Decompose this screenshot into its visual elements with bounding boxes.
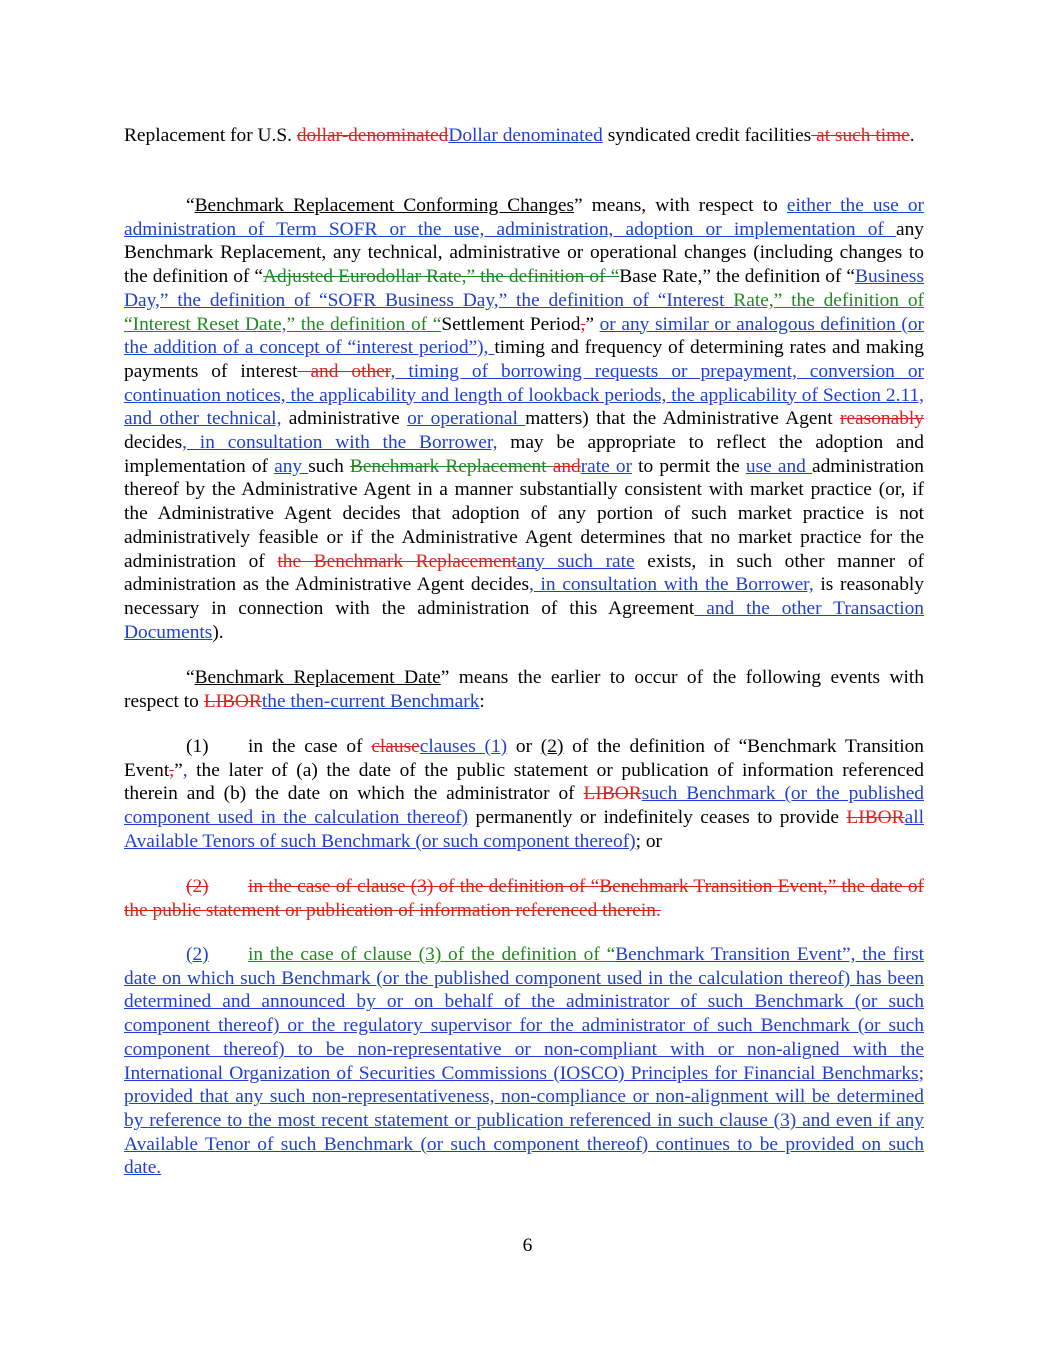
- deleted-text: LIBOR: [846, 807, 905, 829]
- text-run: administration thereof by the Administrative Agent in a manner substantially consistent with market practice (or, if the Administrative Agent decides that adoption of any portion of such market practice is not administratively feasible or if the Administrative Agent determines that no market practice for the administration of: [124, 455, 924, 572]
- inserted-text: or operational: [407, 408, 526, 430]
- inserted-text: , in consultation with the Borrower,: [182, 432, 498, 454]
- text-run: may be appropriate to reflect the adoption and implementation of: [124, 432, 924, 477]
- inserted-text: the then-current Benchmark: [261, 690, 480, 712]
- defined-term: Benchmark Replacement Date: [194, 667, 441, 688]
- inserted-text: either the use or administration of Term SOFR or the use, administration, adoption or implementation of: [124, 195, 924, 240]
- inserted-text: Dollar denominated: [448, 125, 603, 146]
- text-run: to permit the: [632, 455, 746, 477]
- deleted-text: LIBOR: [583, 783, 642, 805]
- inserted-text: Business Day,” the definition of “SOFR Business Day,” the definition of “Interest: [124, 266, 925, 311]
- inserted-text: rate or: [580, 455, 633, 477]
- moved-inserted-text: in the case of clause (3) of the definition of “: [248, 944, 616, 965]
- text-run: syndicated credit facilities: [602, 125, 812, 146]
- list-item-2-new-text: [124, 944, 924, 1178]
- deleted-text: ,: [169, 759, 175, 781]
- paragraph-intro: [124, 124, 924, 148]
- inserted-text: any such rate: [516, 550, 635, 572]
- text-run: the later of (a) the date of the public statement or publication of information referenced therein and (b) the date on which the administrator of: [124, 759, 924, 805]
- inserted-text: such Benchmark (or the published component used in the calculation thereof): [124, 783, 924, 829]
- text-run: ).: [212, 621, 224, 643]
- deleted-text: and other: [297, 360, 391, 382]
- deleted-text: in the case of clause (3) of the definition of “Benchmark Transition Event,” the date of the public statement or publication of information referenced therein.: [124, 876, 924, 921]
- text-run: exists, in such other manner of administration as the Administrative Agent decides: [124, 550, 925, 596]
- moved-deleted-text: Adjusted Eurodollar Rate,” the definition of “: [263, 266, 620, 288]
- text-run: permanently or indefinitely ceases to provide: [468, 807, 847, 829]
- text-run: ” means the earlier to occur of the following events with respect to: [124, 667, 924, 712]
- text-run: of the definition of “Benchmark Transition Event: [124, 736, 924, 781]
- text-run: ; or: [635, 830, 662, 852]
- text-run: ”: [174, 759, 183, 781]
- list-item-1: [124, 735, 924, 854]
- text-run: in the case of: [248, 736, 372, 757]
- defined-term: Benchmark Replacement Conforming Changes: [194, 195, 575, 216]
- list-item-2-deleted-number: (2): [186, 876, 209, 897]
- inserted-text: clauses (1): [419, 736, 508, 757]
- paragraph-replacement-date: [124, 666, 924, 713]
- paragraph-replacement-date-text: [124, 667, 924, 712]
- deleted-text: LIBOR: [203, 690, 262, 712]
- text-run: decides: [124, 432, 183, 454]
- text-run: Base Rate,” the definition of “: [619, 266, 856, 288]
- deleted-text: and: [552, 455, 581, 477]
- list-item-2-new-number: (2): [186, 944, 209, 965]
- inserted-text: any: [274, 455, 309, 477]
- defined-term: (2): [540, 736, 564, 757]
- text-run: :: [479, 690, 485, 712]
- inserted-text: use and: [745, 455, 812, 477]
- text-run: Settlement Period: [441, 313, 581, 335]
- text-run: timing and frequency of determining rates and making payments of interest: [124, 337, 924, 382]
- text-run: any Benchmark Replacement, any technical, administrative or operational changes (including changes to the definition of “: [124, 218, 924, 288]
- text-run: ”: [585, 313, 600, 335]
- text-run: matters) that the Administrative Agent: [525, 408, 840, 430]
- text-run: or: [507, 736, 541, 757]
- text-run: administrative: [281, 408, 408, 430]
- list-item-2-deleted: [124, 875, 924, 922]
- deleted-text: ,: [580, 313, 586, 335]
- list-item-2-new: [124, 943, 924, 1180]
- inserted-text: ,: [182, 759, 188, 781]
- moved-inserted-text: Rate,” the definition of “Interest Reset Date,” the definition of “: [124, 289, 924, 335]
- inserted-text: or any similar or analogous definition (or the addition of a concept of “interest period”),: [124, 313, 924, 359]
- deleted-text: reasonably: [839, 408, 924, 430]
- page-number: 6: [522, 1235, 533, 1256]
- text-run: such: [308, 455, 350, 477]
- paragraph-conforming-changes: [124, 194, 924, 644]
- inserted-text: and the other Transaction Documents: [124, 597, 924, 643]
- inserted-text: , timing of borrowing requests or prepayment, conversion or continuation notices, the applicability and length of lookback periods, the applicability of Section 2.11, and other technical,: [124, 360, 924, 430]
- deleted-text: dollar-denominated: [296, 125, 449, 146]
- text-run: is reasonably necessary in connection with the administration of this Agreement: [124, 574, 925, 619]
- text-run: “: [186, 195, 195, 216]
- deleted-text: the Benchmark Replacement: [277, 550, 517, 572]
- text-run: “: [186, 667, 195, 688]
- text-run: .: [909, 125, 915, 146]
- list-item-1-number: (1): [186, 736, 209, 757]
- inserted-text: , in consultation with the Borrower,: [529, 574, 814, 596]
- deleted-text: at such time: [811, 125, 910, 146]
- text-run: ” means, with respect to: [574, 195, 787, 216]
- moved-deleted-text: Benchmark Replacement: [349, 455, 553, 477]
- deleted-text: clause: [371, 736, 420, 757]
- paragraph-conforming-text: [124, 195, 924, 643]
- inserted-text: all Available Tenors of such Benchmark (or such component thereof): [124, 807, 924, 852]
- text-run: Replacement for U.S.: [124, 125, 297, 146]
- inserted-text: Benchmark Transition Event”, the first date on which such Benchmark (or the published component used in the calculation thereof) has been determined and announced by or on behalf of the administrator of such Benchmark (or such component thereof) or the regulatory supervisor for the administrator of such Benchmark (or such component thereof) to be non-representative or non-compliant with or non-aligned with the International Organization of Securities Commissions (IOSCO) Principles for Financial Benchmarks; provided that any such non-representativeness, non-compliance or non-alignment will be determined by reference to the most recent statement or publication referenced in such clause (3) and even if any Available Tenor of such Benchmark (or such component thereof) continues to be provided on such date.: [124, 944, 924, 1179]
